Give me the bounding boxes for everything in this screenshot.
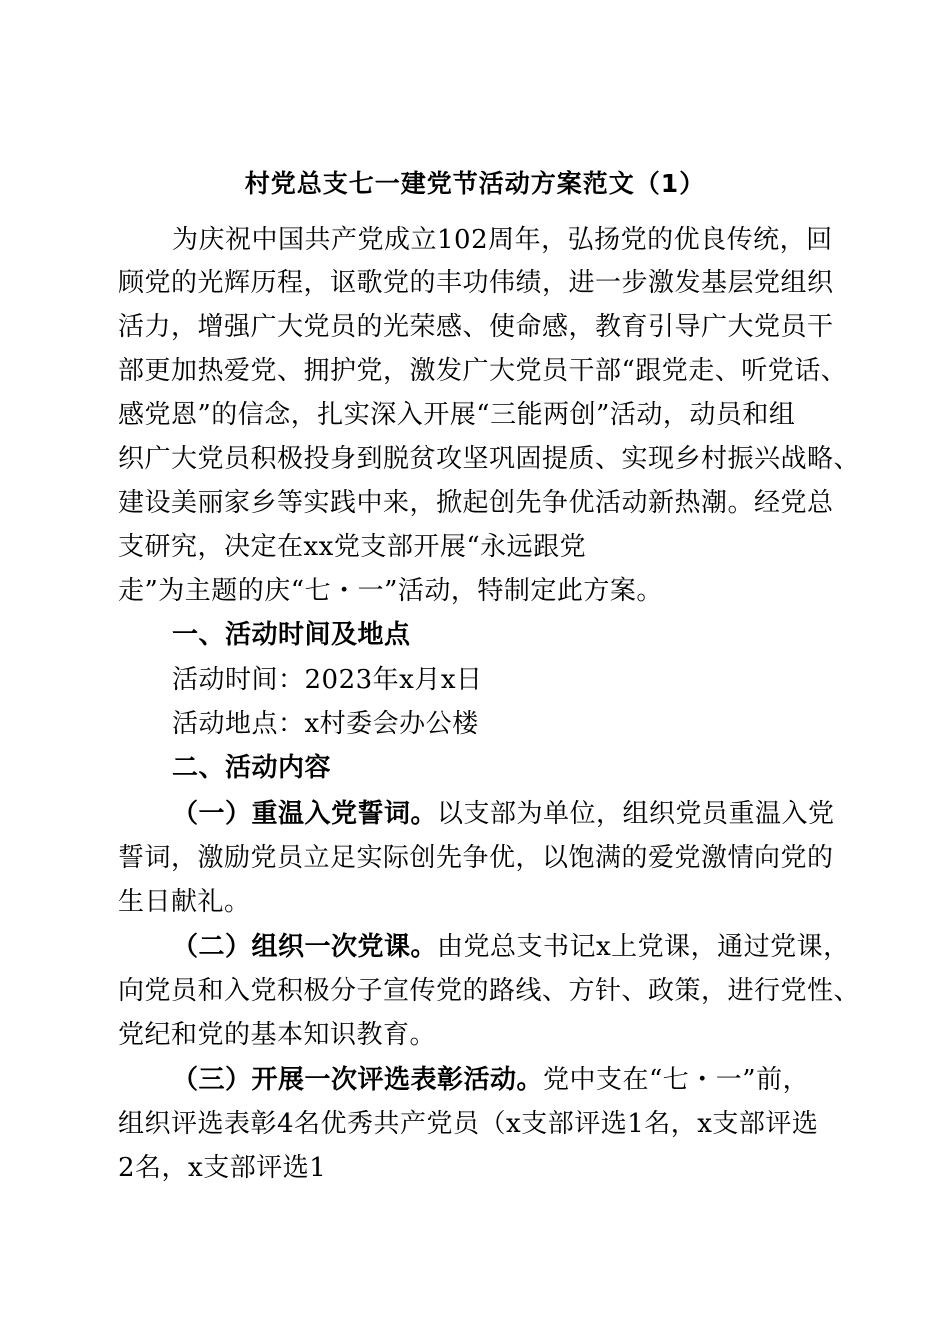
item1-line-2: 誓词，激励党员立足实际创先争优，以饱满的爱党激情向党的	[118, 843, 834, 873]
intro-line-8: 支研究，决定在xx党支部开展“永远跟党	[118, 532, 587, 562]
intro-line-6: 织广大党员积极投身到脱贫攻坚巩固提质、实现乡村振兴战略、	[118, 444, 861, 474]
item2-text-1: 由党总支书记x上党课，通过党课，	[437, 932, 850, 962]
item3-text-1: 党中支在“七・一”前，	[543, 1065, 810, 1095]
item1-line-1	[172, 796, 835, 832]
document-title: 村党总支七一建党节活动方案范文（1）	[244, 169, 706, 198]
intro-line-5: 感党恩”的信念，扎实深入开展“三能两创”活动，动员和组	[118, 400, 796, 430]
intro-line-9: 走”为主题的庆“七・一”活动，特制定此方案。	[118, 576, 663, 606]
intro-line-4: 部更加热爱党、拥护党，激发广大党员干部“跟党走、听党话、	[118, 356, 848, 386]
intro-line-7: 建设美丽家乡等实践中来，掀起创先争优活动新热潮。经党总	[118, 488, 834, 518]
item1-label: （一）重温入党誓词。	[172, 799, 438, 829]
activity-time: 活动时间：2023年x月x日	[172, 665, 483, 695]
item2-line-2: 向党员和入党积极分子宣传党的路线、方针、政策，进行党性、	[118, 976, 861, 1006]
item3-line-2: 组织评选表彰4名优秀共产党员（x支部评选1名，x支部评选	[118, 1109, 819, 1139]
item2-line-1	[172, 929, 850, 965]
activity-place: 活动地点：x村委会办公楼	[172, 709, 479, 739]
intro-line-1: 为庆祝中国共产党成立102周年，弘扬党的优良传统，回	[172, 225, 833, 255]
item3-line-1	[172, 1062, 809, 1098]
item1-line-3: 生日献礼。	[118, 887, 251, 917]
item3-line-3: 2名，x支部评选1	[118, 1153, 327, 1183]
item2-label: （二）组织一次党课。	[172, 932, 438, 962]
intro-line-2: 顾党的光辉历程，讴歌党的丰功伟绩，进一步激发基层党组织	[118, 268, 834, 298]
item3-label: （三）开展一次评选表彰活动。	[172, 1065, 544, 1095]
intro-line-3: 活力，增强广大党员的光荣感、使命感，教育引导广大党员干	[118, 312, 834, 342]
section-heading-content: 二、活动内容	[172, 753, 332, 783]
item1-text-1: 以支部为单位，组织党员重温入党	[437, 799, 835, 829]
item2-line-3: 党纪和党的基本知识教育。	[118, 1020, 437, 1050]
section-heading-time-place: 一、活动时间及地点	[172, 620, 411, 650]
